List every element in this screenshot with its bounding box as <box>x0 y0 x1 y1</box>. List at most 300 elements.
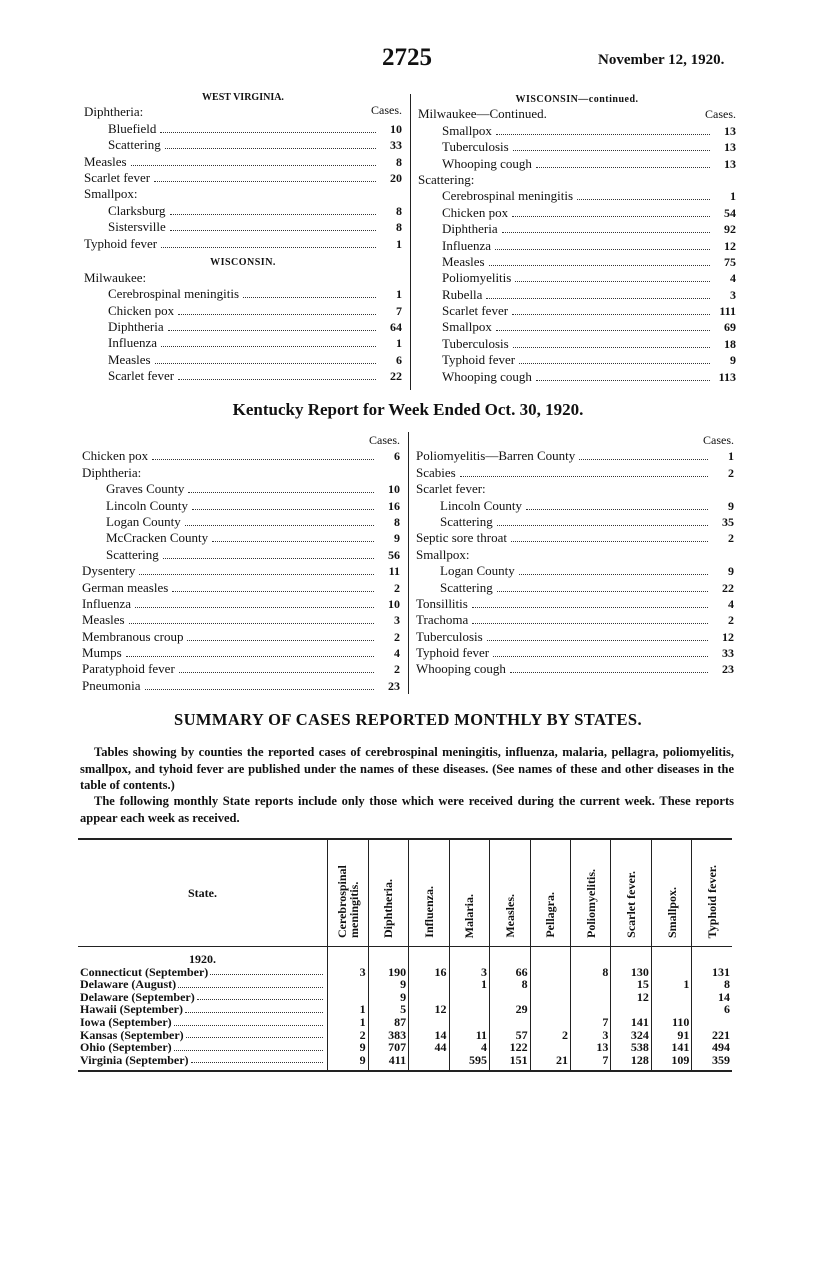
monthly-state-table <box>78 838 732 1072</box>
wisconsin-title: WISCONSIN. <box>210 256 276 268</box>
leader-dots <box>192 509 374 510</box>
leader-dots <box>243 297 376 298</box>
table-cell: 538 <box>611 1041 652 1054</box>
table-cell: 21 <box>530 1054 570 1072</box>
row-label: Poliomyelitis <box>442 270 512 286</box>
table-cell: 9 <box>328 1054 369 1072</box>
row-label: Scattering <box>440 579 493 595</box>
row-label: Scabies <box>416 464 456 480</box>
wisconsin-continued-row <box>418 352 736 368</box>
table-cell: 13 <box>570 1041 610 1054</box>
row-value: 64 <box>390 320 402 335</box>
state-name: Ohio (September) <box>78 1041 328 1054</box>
wisconsin-row <box>84 319 402 335</box>
row-value: 23 <box>722 662 734 677</box>
table-cell <box>328 978 369 991</box>
leader-dots <box>178 314 376 315</box>
leader-dots <box>460 476 708 477</box>
wisconsin-row <box>84 368 402 384</box>
table-cell: 130 <box>611 966 652 979</box>
table-cell <box>530 1016 570 1029</box>
table-cell <box>449 1003 490 1016</box>
row-value: 9 <box>728 564 734 579</box>
disease-column-header: Malaria. <box>449 839 490 947</box>
page-date: November 12, 1920. <box>598 52 725 68</box>
west-virginia-row <box>84 137 402 153</box>
kentucky-row <box>82 612 400 628</box>
leader-dots <box>536 167 710 168</box>
row-label: Whooping cough <box>442 368 532 384</box>
row-value: 1 <box>730 189 736 204</box>
row-label: Graves County <box>106 481 185 497</box>
table-cell: 110 <box>651 1016 692 1029</box>
row-label: Smallpox: <box>84 186 138 202</box>
row-label: Milwaukee: <box>84 269 147 285</box>
table-cell: 8 <box>490 978 531 991</box>
table-cell: 8 <box>570 966 610 979</box>
leader-dots <box>155 363 376 364</box>
wisconsin-continued-row <box>418 155 736 171</box>
row-value: 9 <box>394 531 400 546</box>
row-value: 8 <box>396 220 402 235</box>
table-cell: 66 <box>490 966 531 979</box>
west-virginia-row <box>84 202 402 218</box>
disease-column-header: Poliomyelitis. <box>570 839 610 947</box>
row-value: 2 <box>394 662 400 677</box>
leader-dots <box>486 298 710 299</box>
row-value: 56 <box>388 547 400 562</box>
leader-dots <box>495 249 710 250</box>
table-cell: 16 <box>409 966 449 979</box>
leader-dots <box>536 380 710 381</box>
leader-dots <box>185 525 374 526</box>
row-value: 33 <box>722 646 734 661</box>
kentucky-row <box>82 596 400 612</box>
table-cell: 4 <box>449 1041 490 1054</box>
leader-dots <box>511 541 708 542</box>
wisconsin-row <box>84 270 402 286</box>
summary-paragraph-1: Tables showing by counties the reported cases of cerebrospinal meningitis, influenza, malaria, pellagra, poliomyelitis, smallpox, and tyhoid fever are published under the names of these diseases. (See names of these and other diseases in the table of contents.) <box>80 745 734 792</box>
state-name: Connecticut (September) <box>78 966 328 979</box>
kentucky-row <box>82 661 400 677</box>
row-label: Scattering: <box>418 171 475 187</box>
kentucky-title: Kentucky Report for Week Ended Oct. 30, 1920. <box>232 400 584 419</box>
row-label: Logan County <box>440 563 515 579</box>
table-cell: 221 <box>692 1029 732 1042</box>
kentucky-row <box>416 546 734 562</box>
kentucky-row <box>82 645 400 661</box>
row-value: 69 <box>724 320 736 335</box>
row-label: Membranous croup <box>82 628 184 644</box>
disease-column-header: Scarlet fever. <box>611 839 652 947</box>
row-value: 1 <box>396 336 402 351</box>
kentucky-row <box>416 579 734 595</box>
table-cell <box>449 1016 490 1029</box>
leader-dots <box>489 265 710 266</box>
row-value: 54 <box>724 205 736 220</box>
row-value: 22 <box>390 369 402 384</box>
row-value: 23 <box>388 678 400 693</box>
row-value: 8 <box>394 514 400 529</box>
row-value: 8 <box>396 154 402 169</box>
wisconsin-row <box>84 286 402 302</box>
west-virginia-section <box>84 94 402 384</box>
row-label: Diphtheria: <box>82 464 142 480</box>
cases-label: Cases. <box>369 433 400 447</box>
page-number: 2725 <box>382 44 432 71</box>
row-label: Whooping cough <box>416 661 506 677</box>
table-row <box>78 1016 732 1029</box>
table-cell <box>409 1054 449 1072</box>
table-cell: 595 <box>449 1054 490 1072</box>
leader-dots <box>170 214 376 215</box>
table-row <box>78 1054 732 1072</box>
west-virginia-title: WEST VIRGINIA. <box>202 92 284 103</box>
wisconsin-continued-row <box>418 237 736 253</box>
row-value: 9 <box>728 498 734 513</box>
disease-column-header: Measles. <box>490 839 531 947</box>
leader-dots <box>135 607 374 608</box>
row-label: Tuberculosis <box>442 335 509 351</box>
kentucky-row <box>416 481 734 497</box>
table-cell: 14 <box>409 1029 449 1042</box>
leader-dots <box>179 672 374 673</box>
table-cell: 141 <box>651 1041 692 1054</box>
kentucky-left-column <box>82 432 400 694</box>
table-cell: 7 <box>570 1016 610 1029</box>
row-label: Measles <box>84 153 127 169</box>
table-cell: 5 <box>368 1003 409 1016</box>
state-name: Delaware (September) <box>78 991 328 1004</box>
row-value: 111 <box>719 304 736 319</box>
kentucky-row <box>416 514 734 530</box>
row-value: 9 <box>730 353 736 368</box>
wisconsin-continued-row <box>418 172 736 188</box>
table-cell <box>692 1016 732 1029</box>
wisconsin-continued-row <box>418 188 736 204</box>
wisconsin-continued-row <box>418 221 736 237</box>
column-divider <box>410 94 411 390</box>
table-cell <box>449 991 490 1004</box>
kentucky-row <box>416 612 734 628</box>
row-value: 20 <box>390 170 402 185</box>
table-cell: 29 <box>490 1003 531 1016</box>
table-cell: 14 <box>692 991 732 1004</box>
year-row <box>78 947 732 966</box>
row-label: Logan County <box>106 513 181 529</box>
row-label: Smallpox <box>442 122 492 138</box>
table-cell: 109 <box>651 1054 692 1072</box>
row-value: 3 <box>394 613 400 628</box>
kentucky-row <box>82 628 400 644</box>
west-virginia-row <box>84 153 402 169</box>
table-cell <box>490 1016 531 1029</box>
row-value: 113 <box>718 369 736 384</box>
row-label: Influenza <box>82 595 132 611</box>
kentucky-row <box>416 448 734 464</box>
table-cell: 9 <box>368 978 409 991</box>
summary-paragraph-2: The following monthly State reports include only those which were received during the current week. These reports appear each week as received. <box>80 794 734 825</box>
leader-dots <box>161 247 376 248</box>
table-cell: 383 <box>368 1029 409 1042</box>
wisconsin-continued-row <box>418 106 736 122</box>
table-cell <box>409 978 449 991</box>
kentucky-row <box>82 579 400 595</box>
kentucky-row <box>82 677 400 693</box>
wisconsin-continued-row <box>418 204 736 220</box>
table-cell: 6 <box>692 1003 732 1016</box>
state-name: Hawaii (September) <box>78 1003 328 1016</box>
wisconsin-row <box>84 351 402 367</box>
leader-dots <box>163 558 374 559</box>
row-value: 33 <box>390 138 402 153</box>
row-label: Scattering <box>106 546 159 562</box>
row-label: Scarlet fever <box>108 368 175 384</box>
row-label: Trachoma <box>416 612 469 628</box>
year-label: 1920. <box>189 952 216 966</box>
row-label: Bluefield <box>108 120 157 136</box>
row-label: Smallpox <box>442 319 492 335</box>
wisconsin-continued-row <box>418 254 736 270</box>
table-cell: 3 <box>449 966 490 979</box>
leader-dots <box>512 314 710 315</box>
row-label: Scattering <box>440 513 493 529</box>
row-label: Typhoid fever <box>416 645 490 661</box>
disease-column-header: Typhoid fever. <box>692 839 732 947</box>
leader-dots <box>172 591 374 592</box>
row-value: 8 <box>396 203 402 218</box>
row-label: Diphtheria <box>442 221 498 237</box>
row-label: Chicken pox <box>82 448 149 464</box>
row-label: Tuberculosis <box>442 139 509 155</box>
row-label: Cerebrospinal meningitis <box>442 188 574 204</box>
row-label: Mumps <box>82 645 122 661</box>
table-cell: 1 <box>328 1003 369 1016</box>
leader-dots <box>472 607 708 608</box>
row-value: 2 <box>728 613 734 628</box>
table-cell: 91 <box>651 1029 692 1042</box>
row-value: 4 <box>730 271 736 286</box>
disease-column-header: Cerebrospinal meningitis. <box>328 839 369 947</box>
row-label: Whooping cough <box>442 155 532 171</box>
row-value: 2 <box>728 531 734 546</box>
table-cell: 1 <box>328 1016 369 1029</box>
state-name: Delaware (August) <box>78 978 328 991</box>
leader-dots <box>131 165 376 166</box>
table-cell: 128 <box>611 1054 652 1072</box>
kentucky-row <box>416 563 734 579</box>
disease-column-header: Diphtheria. <box>368 839 409 947</box>
row-value: Cases. <box>705 107 736 122</box>
table-cell: 151 <box>490 1054 531 1072</box>
table-cell: 2 <box>328 1029 369 1042</box>
disease-column-header: Pellagra. <box>530 839 570 947</box>
row-label: Pneumonia <box>82 677 141 693</box>
table-cell: 7 <box>570 1054 610 1072</box>
row-label: Milwaukee—Continued. <box>418 106 547 122</box>
table-cell: 494 <box>692 1041 732 1054</box>
row-value: 2 <box>394 629 400 644</box>
row-label: Chicken pox <box>108 302 175 318</box>
row-value: 13 <box>724 123 736 138</box>
leader-dots <box>178 379 376 380</box>
kentucky-row <box>82 530 400 546</box>
wisconsin-row <box>84 302 402 318</box>
leader-dots <box>129 623 374 624</box>
west-virginia-row <box>84 186 402 202</box>
table-cell: 44 <box>409 1041 449 1054</box>
table-cell: 8 <box>692 978 732 991</box>
row-value: 35 <box>722 514 734 529</box>
kentucky-row <box>82 563 400 579</box>
leader-dots <box>168 330 376 331</box>
table-cell: 707 <box>368 1041 409 1054</box>
row-label: Typhoid fever <box>442 352 516 368</box>
row-value: 10 <box>388 596 400 611</box>
leader-dots <box>513 150 710 151</box>
table-cell: 1 <box>651 978 692 991</box>
row-label: Measles <box>108 351 151 367</box>
leader-dots <box>513 347 710 348</box>
column-divider <box>408 432 409 694</box>
row-label: Diphtheria <box>108 319 164 335</box>
table-cell <box>530 991 570 1004</box>
table-cell <box>530 966 570 979</box>
row-value: 1 <box>396 287 402 302</box>
west-virginia-row <box>84 104 402 120</box>
leader-dots <box>212 541 374 542</box>
leader-dots <box>145 689 375 690</box>
leader-dots <box>515 281 710 282</box>
row-label: Tonsillitis <box>416 595 468 611</box>
leader-dots <box>487 640 708 641</box>
leader-dots <box>126 656 374 657</box>
table-cell: 190 <box>368 966 409 979</box>
wisconsin-row <box>84 335 402 351</box>
row-label: Lincoln County <box>440 497 522 513</box>
leader-dots <box>512 216 710 217</box>
kentucky-row <box>416 497 734 513</box>
table-cell: 3 <box>328 966 369 979</box>
table-row <box>78 1041 732 1054</box>
row-value: 16 <box>388 498 400 513</box>
table-cell <box>530 1003 570 1016</box>
state-name: Virginia (September) <box>78 1054 328 1072</box>
table-cell: 9 <box>328 1041 369 1054</box>
kentucky-row <box>416 596 734 612</box>
table-cell <box>530 978 570 991</box>
row-label: Scattering <box>108 137 161 153</box>
table-cell: 9 <box>368 991 409 1004</box>
wisconsin-continued-row <box>418 335 736 351</box>
kentucky-row <box>82 481 400 497</box>
kentucky-row <box>82 497 400 513</box>
leader-dots <box>139 574 374 575</box>
leader-dots <box>170 230 376 231</box>
leader-dots <box>577 199 710 200</box>
row-label: Dysentery <box>82 563 136 579</box>
wisconsin-continued-row <box>418 139 736 155</box>
row-value: 4 <box>728 596 734 611</box>
disease-column-header: Smallpox. <box>651 839 692 947</box>
kentucky-row <box>416 628 734 644</box>
row-label: Clarksburg <box>108 202 166 218</box>
kentucky-row <box>416 464 734 480</box>
kentucky-right-column <box>416 432 734 677</box>
row-label: Septic sore throat <box>416 530 507 546</box>
row-label: McCracken County <box>106 530 209 546</box>
row-value: 3 <box>730 287 736 302</box>
row-label: Smallpox: <box>416 546 470 562</box>
leader-dots <box>496 134 710 135</box>
table-cell: 3 <box>570 1029 610 1042</box>
row-value: 75 <box>724 254 736 269</box>
table-cell <box>409 1016 449 1029</box>
table-cell: 12 <box>409 1003 449 1016</box>
kentucky-row <box>416 645 734 661</box>
wisconsin-continued-row <box>418 319 736 335</box>
row-value: 12 <box>724 238 736 253</box>
wisconsin-continued-row <box>418 122 736 138</box>
table-cell: 1 <box>449 978 490 991</box>
leader-dots <box>579 459 708 460</box>
state-name: Iowa (September) <box>78 1016 328 1029</box>
row-label: Influenza <box>442 237 492 253</box>
kentucky-row <box>82 464 400 480</box>
leader-dots <box>519 363 710 364</box>
row-value: 2 <box>394 580 400 595</box>
table-cell: 57 <box>490 1029 531 1042</box>
wisconsin-continued-title: WISCONSIN—continued. <box>515 94 639 105</box>
row-label: Scarlet fever: <box>416 481 486 497</box>
row-value: 92 <box>724 222 736 237</box>
row-value: 6 <box>394 449 400 464</box>
row-label: Sistersville <box>108 219 166 235</box>
wisconsin-continued-row <box>418 286 736 302</box>
wisconsin-continued-row <box>418 270 736 286</box>
row-value: 2 <box>728 465 734 480</box>
table-cell: 12 <box>611 991 652 1004</box>
row-label: Measles <box>442 253 485 269</box>
wisconsin-continued-section <box>418 94 736 385</box>
row-label: Poliomyelitis—Barren County <box>416 448 576 464</box>
row-value: 13 <box>724 156 736 171</box>
row-label: Lincoln County <box>106 497 188 513</box>
leader-dots <box>519 574 708 575</box>
west-virginia-row <box>84 170 402 186</box>
table-row <box>78 978 732 991</box>
row-value: 11 <box>388 564 400 579</box>
cases-label: Cases. <box>371 103 402 117</box>
row-label: Tuberculosis <box>416 628 483 644</box>
table-cell <box>570 978 610 991</box>
leader-dots <box>160 132 376 133</box>
table-cell: 324 <box>611 1029 652 1042</box>
kentucky-row <box>82 546 400 562</box>
row-value: 22 <box>722 580 734 595</box>
leader-dots <box>502 232 710 233</box>
row-value: 6 <box>396 352 402 367</box>
table-cell: 2 <box>530 1029 570 1042</box>
row-label: Measles <box>82 612 125 628</box>
table-cell: 122 <box>490 1041 531 1054</box>
kentucky-row <box>82 448 400 464</box>
row-label: Scarlet fever <box>442 303 509 319</box>
row-label: German measles <box>82 579 169 595</box>
west-virginia-row <box>84 120 402 136</box>
table-cell: 131 <box>692 966 732 979</box>
table-cell: 11 <box>449 1029 490 1042</box>
